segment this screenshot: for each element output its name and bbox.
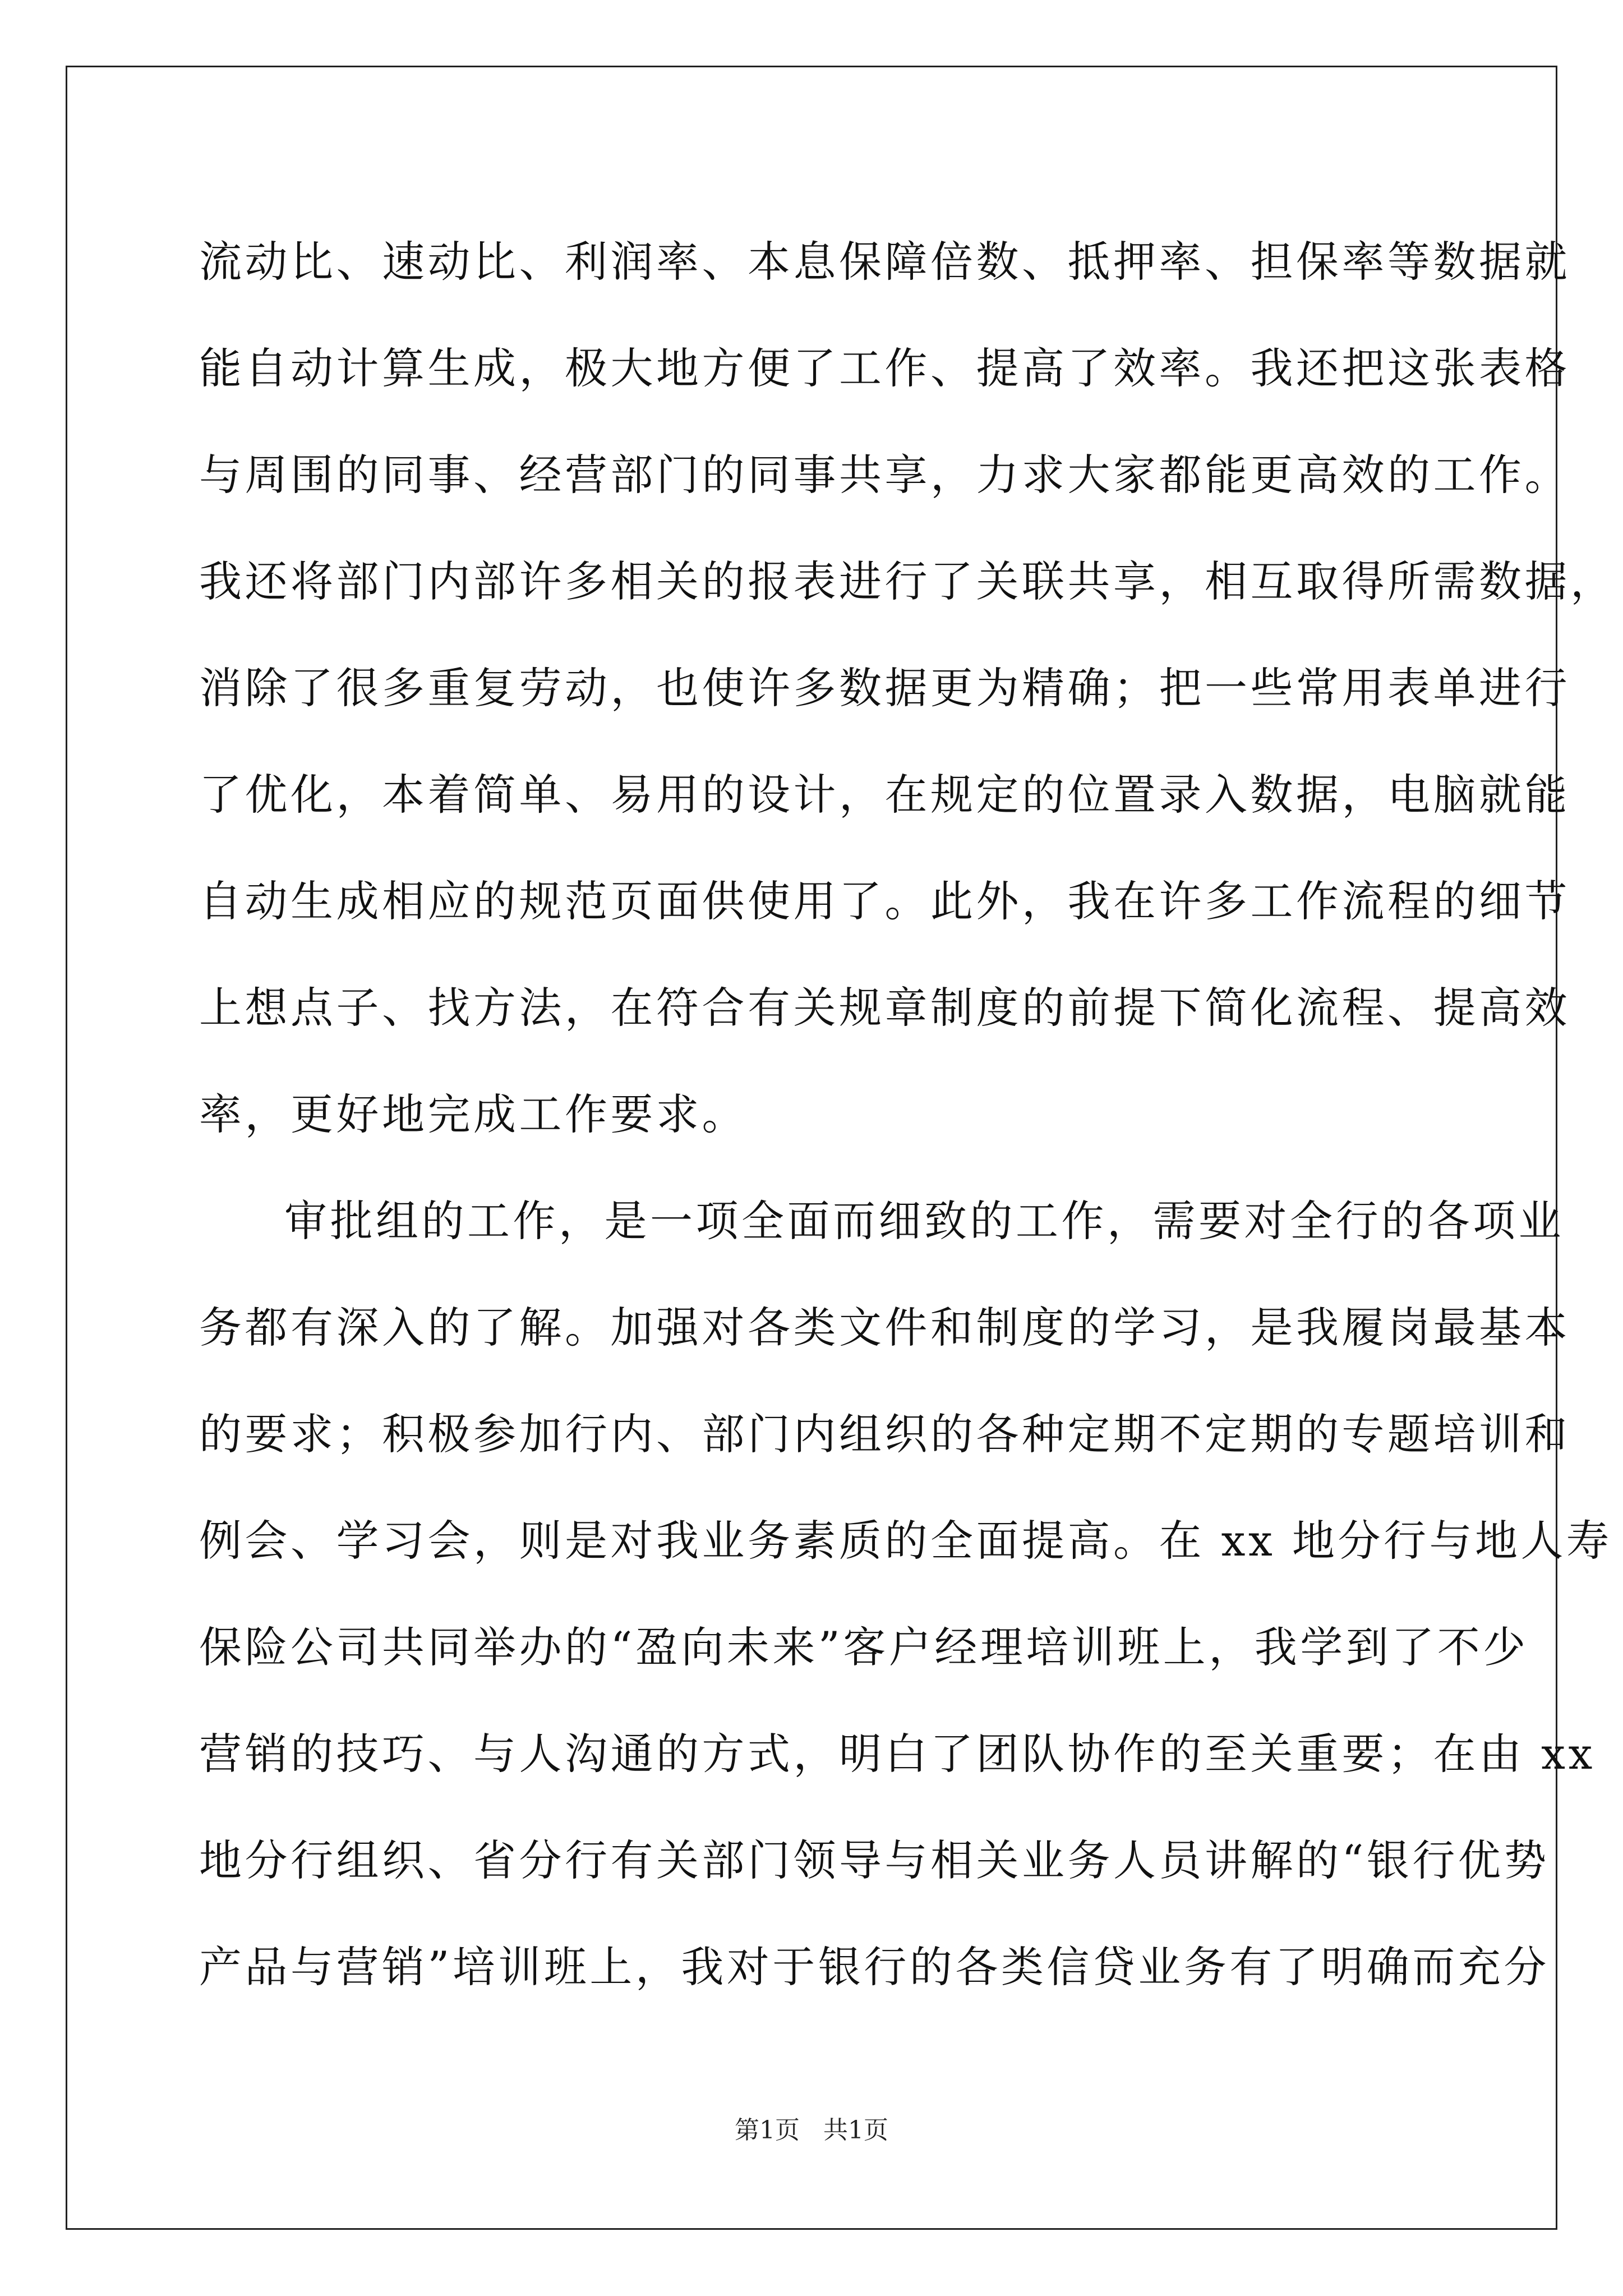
text-line: 了优化，本着简单、易用的设计，在规定的位置录入数据，电脑就能 [199, 770, 1570, 820]
text-line: 审批组的工作，是一项全面而细致的工作，需要对全行的各项业 [284, 1196, 1564, 1246]
text-line: 例会、学习会，则是对我业务素质的全面提高。在 xx 地分行与地人寿 [199, 1516, 1612, 1566]
text-line: 流动比、速动比、利润率、本息保障倍数、抵押率、担保率等数据就 [199, 237, 1570, 287]
text-line: 自动生成相应的规范页面供使用了。此外，我在许多工作流程的细节 [199, 876, 1570, 926]
text-line: 与周围的同事、经营部门的同事共享，力求大家都能更高效的工作。 [199, 450, 1570, 500]
page-footer [0, 2114, 1623, 2147]
text-line: 产品与营销”培训班上，我对于银行的各类信贷业务有了明确而充分 [199, 1942, 1550, 1992]
text-line: 消除了很多重复劳动，也使许多数据更为精确；把一些常用表单进行 [199, 663, 1570, 713]
page-total: 共1页 [823, 2116, 888, 2145]
document-body [199, 209, 1616, 2021]
text-line: 我还将部门内部许多相关的报表进行了关联共享，相互取得所需数据， [199, 556, 1616, 606]
page-number: 第1页 [735, 2116, 800, 2145]
text-line: 能自动计算生成，极大地方便了工作、提高了效率。我还把这张表格 [199, 343, 1570, 393]
text-line: 务都有深入的了解。加强对各类文件和制度的学习，是我履岗最基本 [199, 1303, 1570, 1352]
paragraph-1 [199, 209, 1616, 1168]
text-line: 营销的技巧、与人沟通的方式，明白了团队协作的至关重要；在由 xx [199, 1729, 1596, 1779]
text-line: 率，更好地完成工作要求。 [199, 1089, 748, 1139]
text-line: 的要求；积极参加行内、部门内组织的各种定期不定期的专题培训和 [199, 1409, 1570, 1459]
text-line: 保险公司共同举办的“盈向未来”客户经理培训班上，我学到了不少 [199, 1622, 1529, 1672]
paragraph-2 [199, 1168, 1612, 2021]
text-line: 地分行组织、省分行有关部门领导与相关业务人员讲解的“银行优势 [199, 1835, 1550, 1885]
text-line: 上想点子、找方法，在符合有关规章制度的前提下简化流程、提高效 [199, 983, 1570, 1033]
